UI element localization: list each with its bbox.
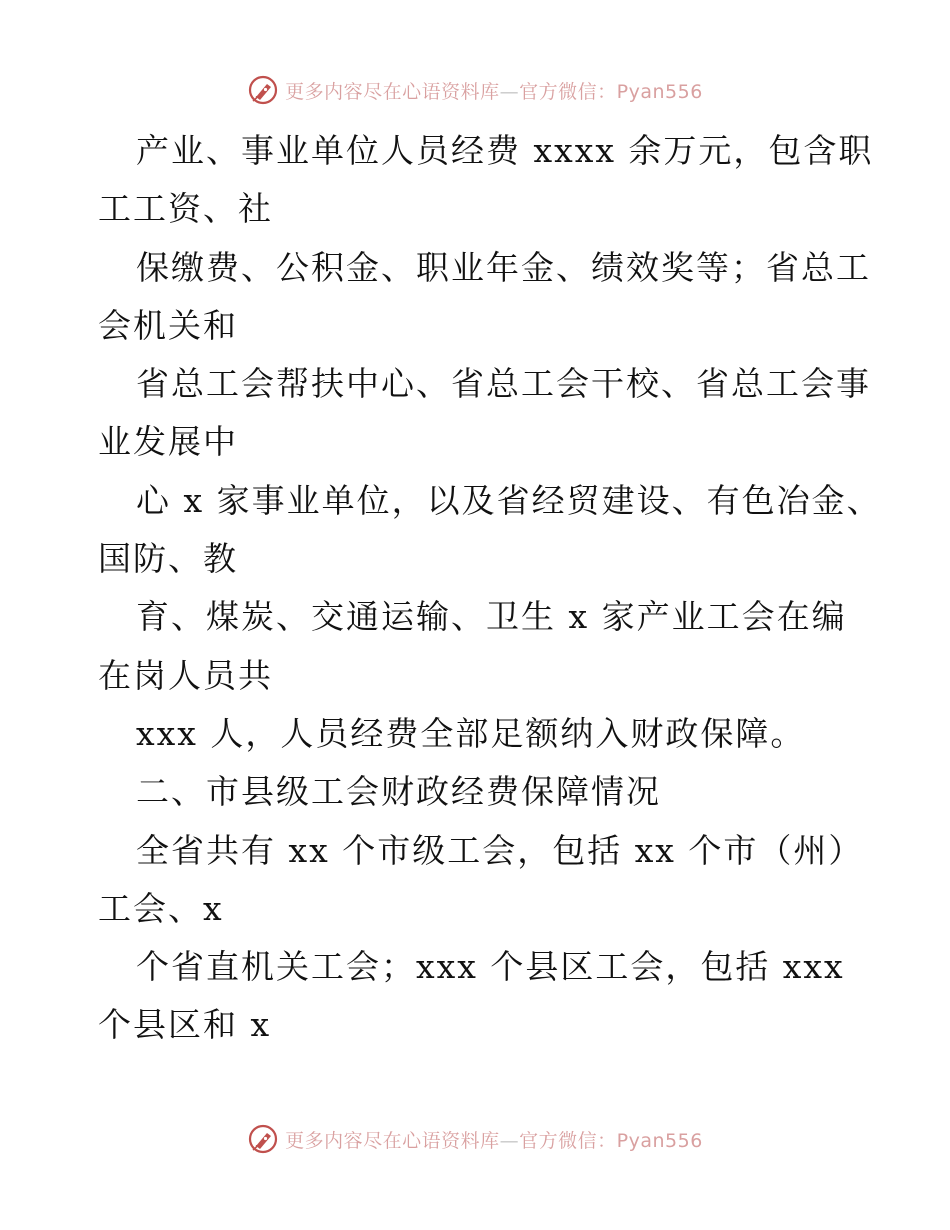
watermark-sub: 官方微信：Pyan556 xyxy=(519,1129,703,1152)
paragraph-line: 在岗人员共 xyxy=(98,655,273,695)
watermark-main: 更多内容尽在心语资料库 xyxy=(285,80,500,103)
paragraph-line: 会机关和 xyxy=(98,305,238,345)
paragraph-line: xxx 人，人员经费全部足额纳入财政保障。 xyxy=(136,713,806,753)
red-pen-nib-circle-icon xyxy=(247,1123,279,1155)
paragraph-line: 国防、教 xyxy=(98,539,238,579)
header-watermark xyxy=(0,70,950,110)
red-pen-nib-circle-icon xyxy=(247,74,279,106)
watermark-sub: 官方微信：Pyan556 xyxy=(519,80,703,103)
watermark-main: 更多内容尽在心语资料库 xyxy=(285,1129,500,1152)
paragraph-line: 保缴费、公积金、职业年金、绩效奖等；省总工 xyxy=(136,247,871,287)
paragraph-line: 产业、事业单位人员经费 xxxx 余万元，包含职 xyxy=(136,131,874,170)
paragraph-line: 育、煤炭、交通运输、卫生 x 家产业工会在编 xyxy=(136,597,847,637)
watermark-separator: — xyxy=(499,1129,520,1152)
paragraph-line: 个县区和 x xyxy=(98,1005,272,1045)
paragraph-line: 工会、x xyxy=(98,888,224,928)
watermark-text xyxy=(285,77,703,104)
paragraph-line: 业发展中 xyxy=(98,422,238,462)
paragraph-line: 全省共有 xx 个市级工会，包括 xx 个市（州） xyxy=(136,830,864,870)
paragraph-line: 心 x 家事业单位，以及省经贸建设、有色冶金、 xyxy=(136,480,882,520)
footer-watermark xyxy=(0,1119,950,1159)
watermark-separator: — xyxy=(499,80,520,103)
section-heading: 二、市县级工会财政经费保障情况 xyxy=(136,772,661,812)
document-body xyxy=(98,122,882,1055)
paragraph-line: 工工资、社 xyxy=(98,189,273,229)
paragraph-line: 个省直机关工会；xxx 个县区工会，包括 xxx xyxy=(136,947,845,987)
watermark-text xyxy=(285,1126,703,1153)
paragraph-line: 省总工会帮扶中心、省总工会干校、省总工会事 xyxy=(136,364,871,404)
